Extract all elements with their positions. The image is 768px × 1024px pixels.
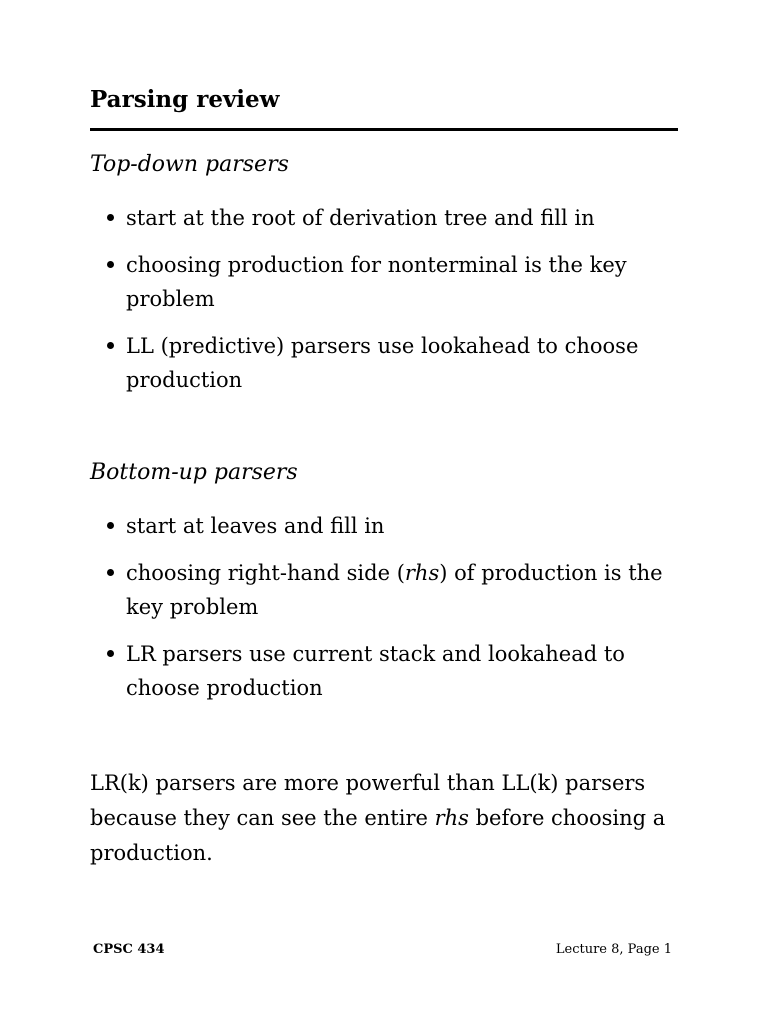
section-heading-top-down: Top-down parsers: [90, 152, 289, 177]
bullet-dot: [107, 522, 114, 529]
bullet-text: start at the root of derivation tree and fill in: [126, 206, 595, 230]
conclusion-text-start: LR(k) parsers are more powerful than LL(k) parsers because they can see the entire: [90, 771, 646, 830]
conclusion-text-end: before choosing a production.: [90, 806, 666, 865]
bullet-text-end: ) of production is the key problem: [126, 561, 663, 619]
bullet-dot: [107, 650, 114, 657]
slide-title: Parsing review: [90, 86, 280, 113]
bullet-item: [104, 556, 684, 624]
top-down-bullet-list: [104, 201, 684, 410]
bullet-item: [104, 509, 684, 543]
footer-course: CPSC 434: [93, 942, 165, 957]
bullet-text: choosing production for nonterminal is the key problem: [126, 253, 627, 311]
rhs-term: rhs: [434, 806, 469, 830]
bullet-text: LL (predictive) parsers use lookahead to choose production: [126, 334, 639, 392]
section-heading-bottom-up: Bottom-up parsers: [90, 460, 298, 485]
bullet-item: [104, 201, 684, 235]
footer-page: Lecture 8, Page 1: [555, 942, 672, 957]
bullet-text-start: choosing right-hand side (: [126, 561, 405, 585]
bullet-dot: [107, 342, 114, 349]
bullet-item: [104, 248, 684, 316]
bullet-dot: [107, 261, 114, 268]
bullet-item: [104, 637, 684, 705]
bullet-dot: [107, 569, 114, 576]
bullet-text: [126, 561, 663, 619]
title-rule: [90, 128, 678, 131]
bullet-text: start at leaves and fill in: [126, 514, 385, 538]
bullet-dot: [107, 214, 114, 221]
bullet-item: [104, 329, 684, 397]
conclusion-paragraph: [90, 766, 690, 871]
bottom-up-bullet-list: [104, 509, 684, 718]
rhs-term: rhs: [404, 561, 440, 585]
bullet-text: LR parsers use current stack and lookahead to choose production: [126, 642, 625, 700]
